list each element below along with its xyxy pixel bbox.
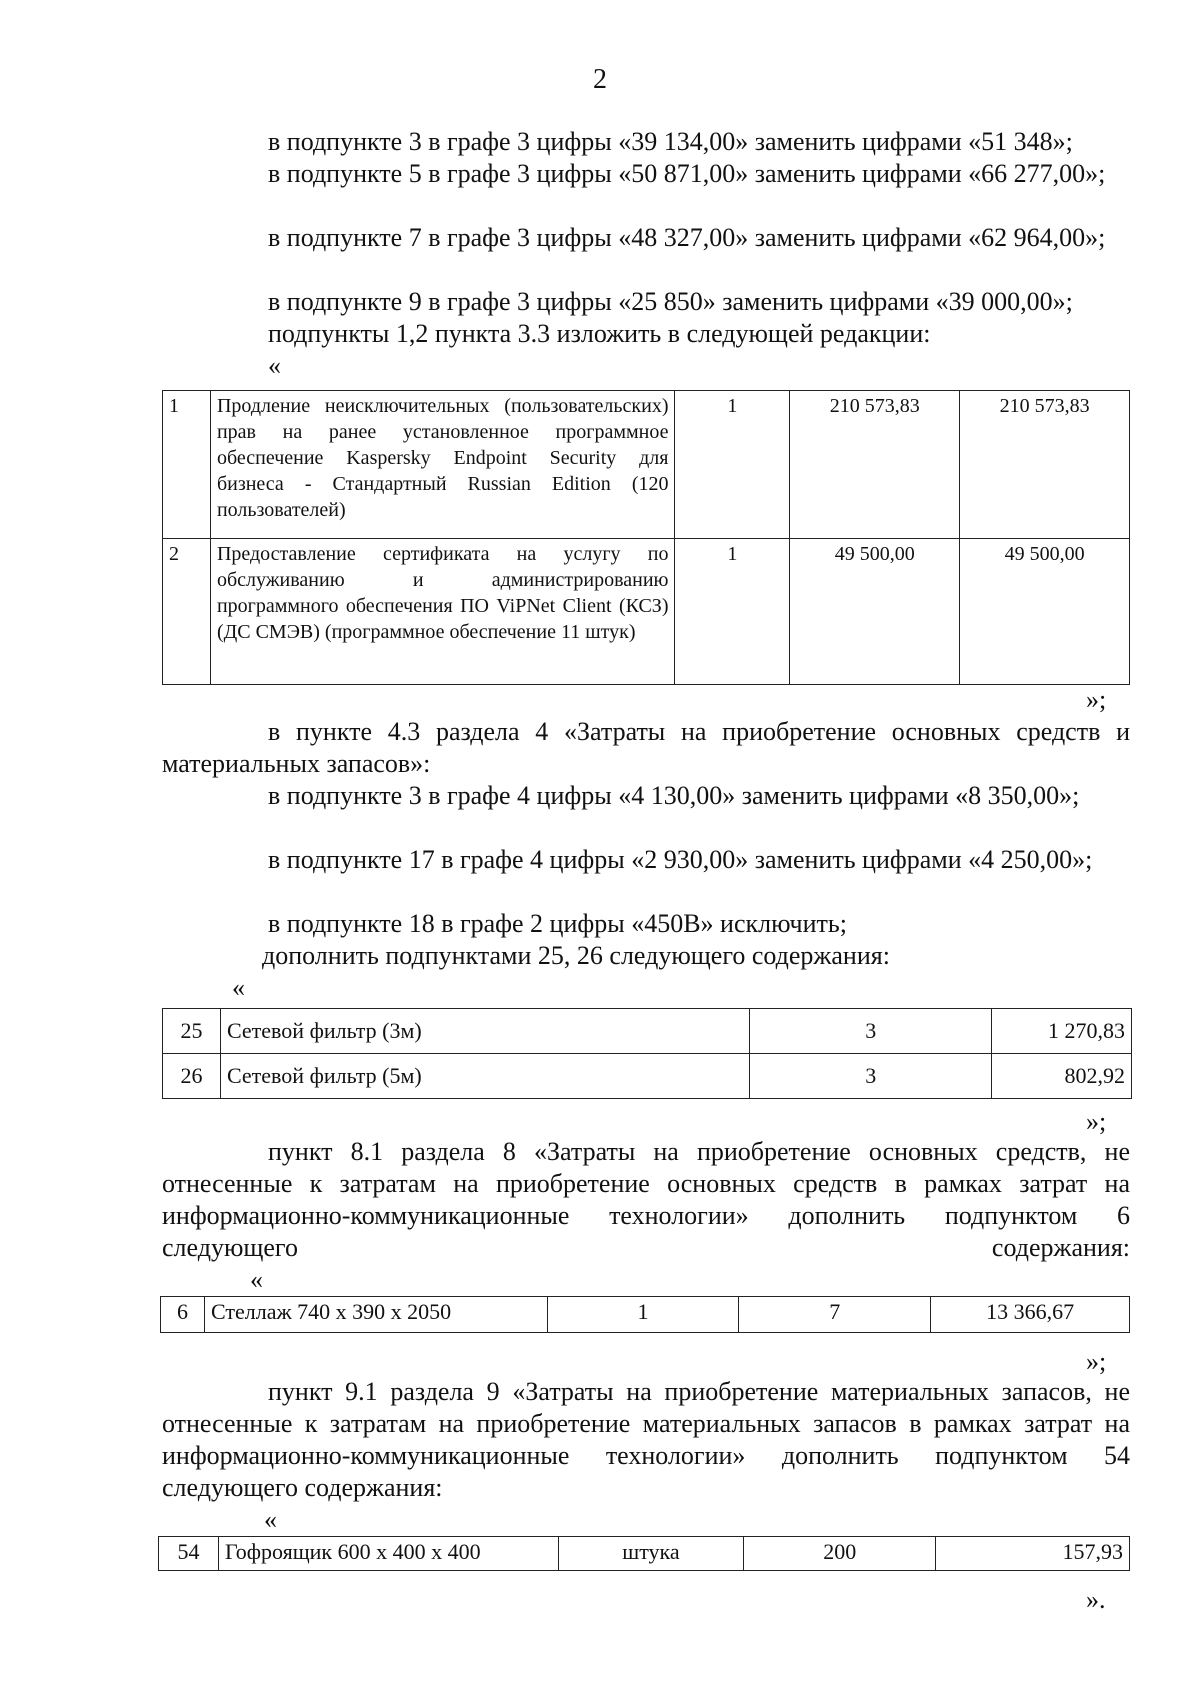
quote-open-1: «	[268, 351, 281, 380]
quote-open-4: «	[264, 1505, 277, 1534]
table-row	[163, 1009, 1132, 1054]
paragraph-5: подпункты 1,2 пункта 3.3 изложить в следующей редакции:	[268, 319, 931, 348]
table-surge-filters	[162, 1008, 1132, 1099]
cell-unit: штука	[558, 1537, 744, 1571]
table-row	[163, 539, 1130, 685]
cell-num: 26	[163, 1054, 221, 1099]
cell-name: Стеллаж 740 х 390 х 2050	[204, 1297, 547, 1333]
cell-c3: 1	[547, 1297, 739, 1333]
table-row	[163, 391, 1130, 539]
table-software	[162, 390, 1130, 685]
cell-num: 25	[163, 1009, 221, 1054]
cell-qty: 1	[675, 539, 790, 685]
cell-name: Продление неисключительных (пользовательских) прав на ранее установленное программное обеспечение Kaspersky Endpoint Security для бизнеса - Стандартный Russian Edition (120 пользователей)	[210, 391, 675, 539]
paragraph-10: дополнить подпунктами 25, 26 следующего содержания:	[262, 941, 890, 970]
paragraph-12: пункт 9.1 раздела 9 «Затраты на приобретение материальных запасов, не отнесенные к затратам на приобретение материальных запасов в рамках затрат на информационно-коммуникационные технологии» дополнить подпунктом 54 следующего содержания:	[162, 1377, 1130, 1502]
cell-name: Сетевой фильтр (5м)	[220, 1054, 749, 1099]
cell-c4: 7	[739, 1297, 931, 1333]
cell-num: 2	[163, 539, 211, 685]
cell-c5: 13 366,67	[931, 1297, 1130, 1333]
cell-qty: 1	[675, 391, 790, 539]
cell-num: 1	[163, 391, 211, 539]
paragraph-1: в подпункте 3 в графе 3 цифры «39 134,00» заменить цифрами «51 348»;	[268, 127, 1073, 156]
cell-total: 210 573,83	[960, 391, 1130, 539]
cell-price: 157,93	[936, 1537, 1130, 1571]
quote-close-final: ».	[1086, 1585, 1106, 1614]
quote-open-3: «	[250, 1265, 263, 1294]
paragraph-4: в подпункте 9 в графе 3 цифры «25 850» заменить цифрами «39 000,00»;	[268, 287, 1073, 316]
cell-name: Гофроящик 600 х 400 х 400	[218, 1537, 558, 1571]
cell-name: Предоставление сертификата на услугу по обслуживанию и администрированию программного обеспечения ПО ViPNet Client (КСЗ) (ДС СМЭВ) (программное обеспечение 11 штук)	[210, 539, 675, 685]
table-rack	[160, 1296, 1130, 1333]
cell-total: 49 500,00	[960, 539, 1130, 685]
quote-close-3: »;	[1086, 1347, 1107, 1376]
paragraph-9: в подпункте 18 в графе 2 цифры «450В» исключить;	[268, 909, 847, 938]
paragraph-3: в подпункте 7 в графе 3 цифры «48 327,00» заменить цифрами «62 964,00»;	[268, 223, 1106, 252]
cell-name: Сетевой фильтр (3м)	[220, 1009, 749, 1054]
table-row	[163, 1054, 1132, 1099]
paragraph-8: в подпункте 17 в графе 4 цифры «2 930,00» заменить цифрами «4 250,00»;	[268, 845, 1093, 874]
paragraph-6: в пункте 4.3 раздела 4 «Затраты на приобретение основных средств и материальных запасов»:	[162, 717, 1130, 778]
quote-close-1: »;	[1086, 685, 1107, 714]
cell-price: 802,92	[992, 1054, 1132, 1099]
quote-open-2: «	[232, 973, 245, 1002]
table-boxes	[158, 1536, 1130, 1571]
paragraph-7: в подпункте 3 в графе 4 цифры «4 130,00» заменить цифрами «8 350,00»;	[268, 781, 1080, 810]
cell-num: 6	[161, 1297, 205, 1333]
cell-num: 54	[159, 1537, 219, 1571]
page-number: 2	[593, 64, 607, 95]
paragraph-11: пункт 8.1 раздела 8 «Затраты на приобретение основных средств, не отнесенные к затратам на приобретение основных средств в рамках затрат на информационно-коммуникационные технологии» дополнить подпунктом 6 следующего содержания:	[162, 1137, 1130, 1262]
cell-qty: 200	[744, 1537, 936, 1571]
cell-price: 49 500,00	[790, 539, 960, 685]
cell-qty: 3	[750, 1009, 992, 1054]
paragraph-2: в подпункте 5 в графе 3 цифры «50 871,00» заменить цифрами «66 277,00»;	[268, 159, 1106, 188]
table-row	[159, 1537, 1130, 1571]
quote-close-2: »;	[1086, 1107, 1107, 1136]
cell-qty: 3	[750, 1054, 992, 1099]
table-row	[161, 1297, 1130, 1333]
cell-price: 210 573,83	[790, 391, 960, 539]
cell-price: 1 270,83	[992, 1009, 1132, 1054]
